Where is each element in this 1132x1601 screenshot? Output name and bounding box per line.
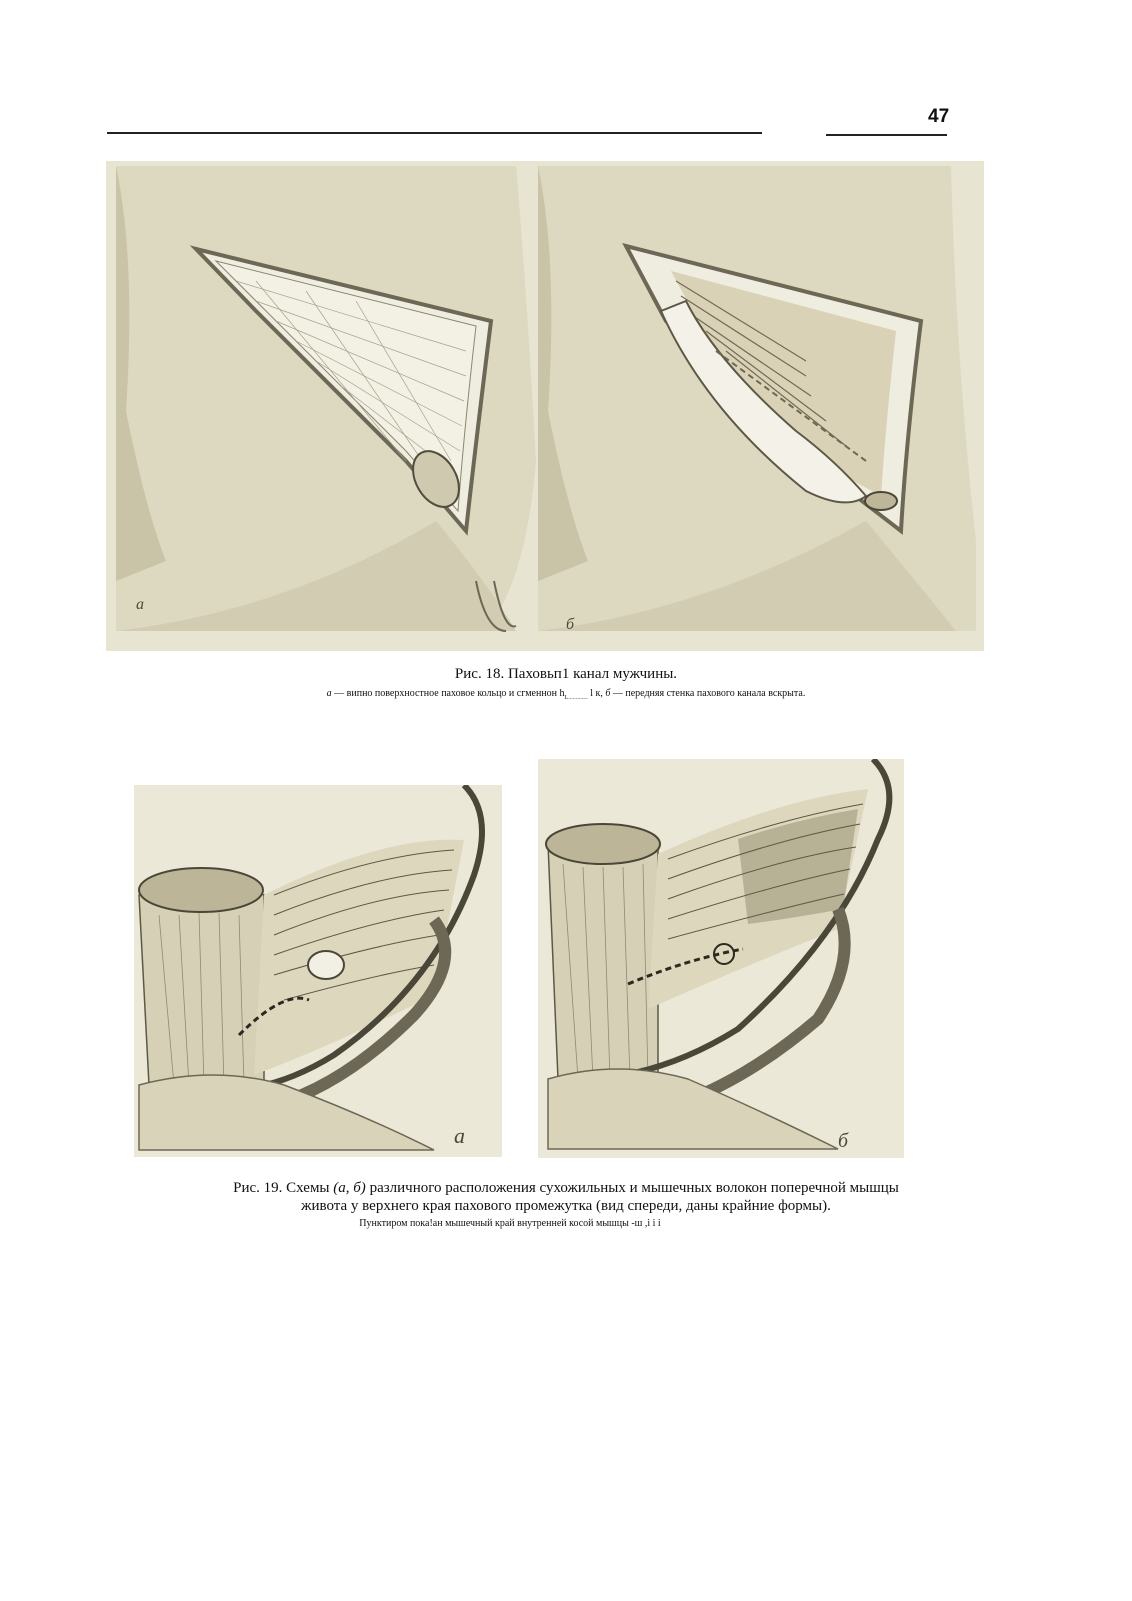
- figure-18-caption-legend: [0, 688, 1132, 701]
- figure-19-label-a: а: [454, 1123, 465, 1148]
- figure-18-panel-a: [116, 166, 536, 631]
- header-rule-right: [826, 134, 947, 136]
- figure-18-label-b: б: [566, 616, 575, 633]
- figure-18-illustration: [106, 161, 984, 651]
- legend-b-text: — передняя стенка пахового канала вскрыта.: [610, 688, 806, 699]
- figure-18-caption-title: Рис. 18. Паховьп1 канал мужчины.: [454, 666, 678, 682]
- fig19-caption-prefix: Рис. 19. Схемы: [233, 1180, 334, 1196]
- figure-19-caption-line1: [0, 1180, 1132, 1197]
- legend-subscript: L.............: [564, 695, 588, 701]
- header-rule-left: [107, 132, 762, 134]
- figure-19-caption-line2: живота у верхнего края пахового промежутка (вид спереди, даны крайние формы).: [301, 1198, 831, 1214]
- legend-a-text: — випно поверхностное паховое кольцо и сгменнон h: [331, 688, 565, 699]
- fig19-caption-italic: (а, б): [333, 1180, 366, 1196]
- legend-letter-a: а: [326, 688, 332, 699]
- figure-18-panel-b: [538, 166, 976, 633]
- figure-19-caption-note: Пунктиром пока!ан мышечный край внутренней косой мышцы -ш ,i i i: [359, 1218, 661, 1229]
- fig19-caption-suffix: различного расположения сухожильных и мышечных волокон поперечной мышцы: [365, 1180, 899, 1196]
- page-number: 47: [928, 106, 950, 127]
- legend-letter-b: б: [605, 688, 611, 699]
- figure-19-label-b: б: [838, 1130, 849, 1152]
- legend-mid-text: l к,: [587, 688, 606, 699]
- figure-18-label-a: а: [136, 596, 144, 613]
- figure-19-panel-b: [538, 759, 904, 1158]
- figure-19-panel-a: [134, 785, 502, 1157]
